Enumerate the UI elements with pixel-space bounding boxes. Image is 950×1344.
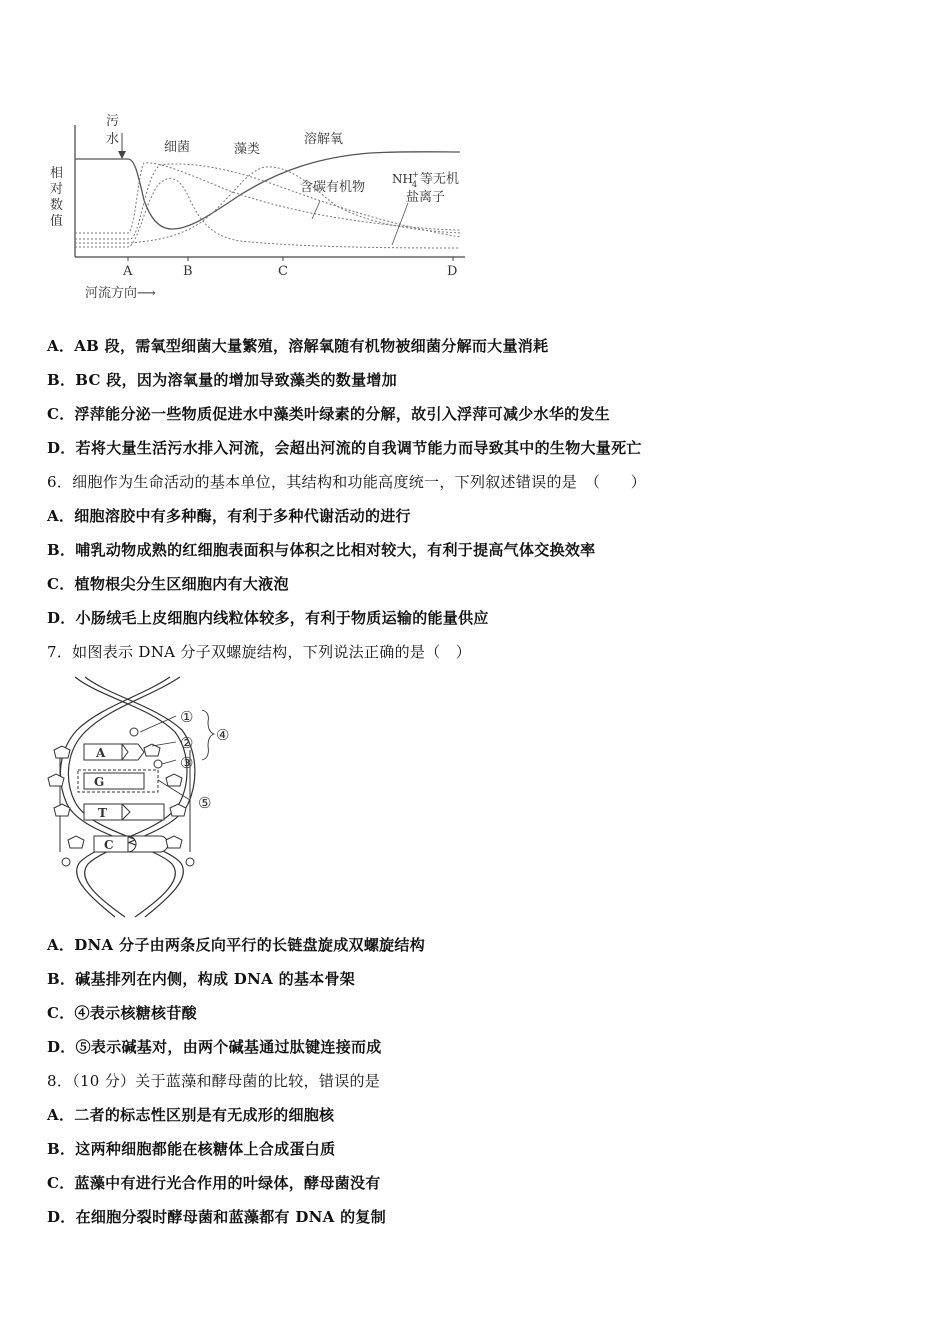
nh4-label-a: NH (392, 172, 413, 186)
marker-1: ① (180, 708, 194, 726)
sewage-label-2: 水 (106, 132, 120, 147)
q8-option-c: C．蓝藻中有进行光合作用的叶绿体，酵母菌没有 (47, 1174, 381, 1192)
q7-option-a: A．DNA 分子由两条反向平行的长链盘旋成双螺旋结构 (47, 936, 426, 954)
marker-5: ⑤ (198, 794, 212, 812)
q5-option-d: D．若将大量生活污水排入河流，会超出河流的自我调节能力而导致其中的生物大量死亡 (47, 439, 642, 457)
algae-label: 藻类 (234, 142, 261, 157)
y-label-4: 值 (50, 214, 64, 229)
x-label-d: D (447, 264, 458, 279)
q8-option-d: D．在细胞分裂时酵母菌和蓝藻都有 DNA 的复制 (47, 1208, 387, 1226)
nh4-label-c: 盐离子 (406, 190, 446, 205)
nh4-label-b: 等无机 (420, 172, 460, 187)
x-label-b: B (183, 264, 193, 279)
y-label-1: 相 (50, 166, 64, 181)
q5-option-c: C．浮萍能分泌一些物质促进水中藻类叶绿素的分解，故引入浮萍可减少水华的发生 (47, 405, 611, 423)
x-label-a: A (123, 264, 133, 279)
sewage-label-1: 污 (106, 114, 120, 129)
q7-stem: 7．如图表示 DNA 分子双螺旋结构，下列说法正确的是（ ） (47, 643, 472, 661)
carbon-organic-label: 含碳有机物 (300, 180, 366, 195)
marker-3: ③ (180, 754, 194, 772)
q5-option-b: B．BC 段，因为溶氧量的增加导致藻类的数量增加 (47, 371, 397, 389)
flow-direction-label: 河流方向⟶ (85, 286, 156, 301)
base-label-c: C (104, 838, 114, 852)
marker-2: ② (180, 734, 194, 752)
q6-stem: 6．细胞作为生命活动的基本单位，其结构和功能高度统一，下列叙述错误的是 （ ） (47, 473, 647, 491)
y-label-3: 数 (50, 198, 64, 213)
q6-option-a: A．细胞溶胶中有多种酶，有利于多种代谢活动的进行 (47, 507, 411, 525)
q6-option-b: B．哺乳动物成熟的红细胞表面积与体积之比相对较大，有利于提高气体交换效率 (47, 541, 596, 559)
bacteria-label: 细菌 (164, 140, 191, 155)
q8-stem: 8．（10 分）关于蓝藻和酵母菌的比较，错误的是 (47, 1072, 381, 1090)
base-label-g: G (94, 775, 105, 789)
bacteria-curve (75, 178, 460, 248)
river-pollution-figure (40, 105, 490, 305)
nh4-label-sup: + (412, 170, 419, 179)
q8-option-a: A．二者的标志性区别是有无成形的细胞核 (47, 1106, 335, 1124)
nh4-label-sub: 4 (412, 180, 418, 189)
q7-option-d: D．⑤表示碱基对，由两个碱基通过肽键连接而成 (47, 1038, 382, 1056)
q5-option-a: A．AB 段，需氧型细菌大量繁殖，溶解氧随有机物被细菌分解而大量消耗 (47, 337, 549, 355)
marker-4: ④ (216, 726, 230, 744)
q7-option-c: C．④表示核糖核苷酸 (47, 1004, 197, 1022)
y-label-2: 对 (50, 182, 64, 197)
q6-option-c: C．植物根尖分生区细胞内有大液泡 (47, 575, 289, 593)
base-label-t: T (98, 806, 107, 820)
q6-option-d: D．小肠绒毛上皮细胞内线粒体较多，有利于物质运输的能量供应 (47, 609, 489, 627)
x-label-c: C (278, 264, 288, 279)
q8-option-b: B．这两种细胞都能在核糖体上合成蛋白质 (47, 1140, 336, 1158)
dissolved-oxygen-label: 溶解氧 (304, 132, 344, 147)
dna-strand-right (68, 677, 183, 917)
base-label-a: A (96, 746, 106, 760)
dna-strand-left (75, 677, 187, 917)
q7-option-b: B．碱基排列在内侧，构成 DNA 的基本骨架 (47, 970, 356, 988)
dna-double-helix-figure (40, 672, 240, 922)
